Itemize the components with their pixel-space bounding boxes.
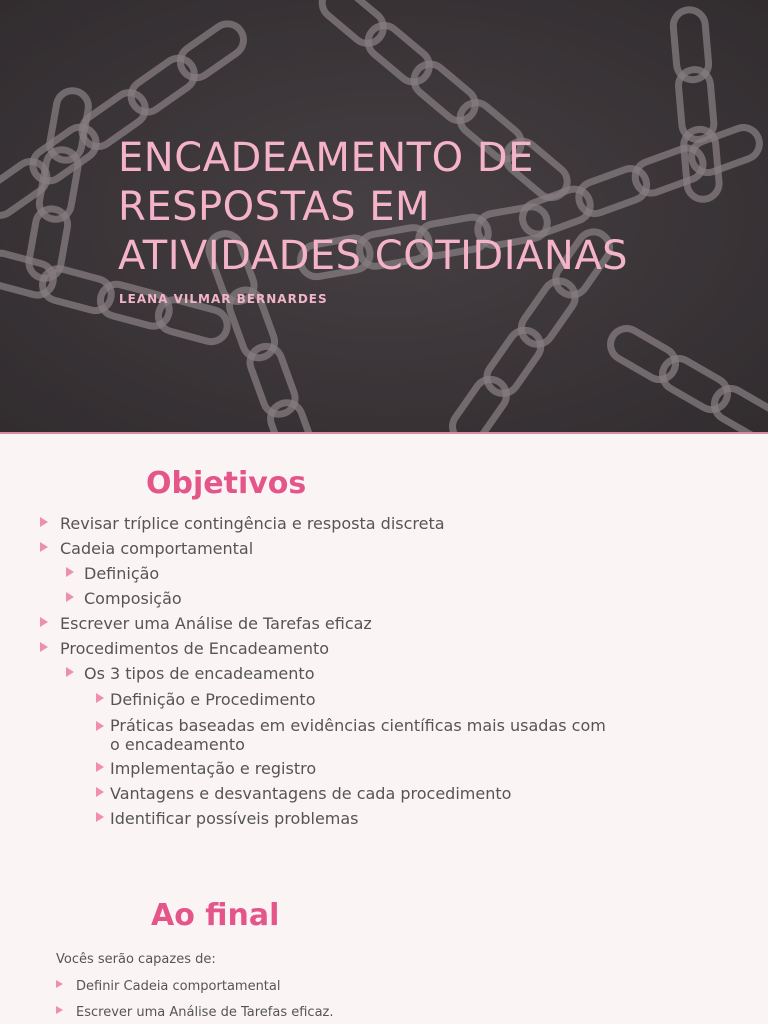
- list-item: Práticas baseadas em evidências científicas mais usadas com o encadeamento: [96, 716, 626, 754]
- triangle-bullet-icon: [66, 592, 74, 602]
- triangle-bullet-icon: [96, 721, 104, 731]
- triangle-bullet-icon: [96, 812, 104, 822]
- list-item: Escrever uma Análise de Tarefas eficaz: [40, 614, 372, 633]
- objetivos-slide: [0, 434, 768, 854]
- triangle-bullet-icon: [40, 517, 48, 527]
- triangle-bullet-icon: [66, 667, 74, 677]
- triangle-bullet-icon: [40, 542, 48, 552]
- triangle-bullet-icon: [56, 980, 63, 988]
- list-item: Implementação e registro: [96, 759, 316, 778]
- triangle-bullet-icon: [40, 642, 48, 652]
- triangle-bullet-icon: [96, 693, 104, 703]
- slide-heading: Ao final: [151, 898, 280, 933]
- title-line: RESPOSTAS EM: [118, 184, 431, 230]
- list-item: Composição: [66, 589, 182, 608]
- title-line: ATIVIDADES COTIDIANAS: [118, 233, 629, 279]
- author-name: LEANA VILMAR BERNARDES: [119, 292, 328, 306]
- list-item: Procedimentos de Encadeamento: [40, 639, 329, 658]
- triangle-bullet-icon: [66, 567, 74, 577]
- title-slide: [0, 0, 768, 432]
- slide-heading: Objetivos: [146, 466, 307, 501]
- title-line: ENCADEAMENTO DE: [118, 135, 534, 181]
- list-item: Os 3 tipos de encadeamento: [66, 664, 314, 683]
- list-item: Definição: [66, 564, 159, 583]
- triangle-bullet-icon: [96, 787, 104, 797]
- list-item: Vantagens e desvantagens de cada procedimento: [96, 784, 511, 803]
- list-item: Identificar possíveis problemas: [96, 809, 359, 828]
- triangle-bullet-icon: [56, 1006, 63, 1014]
- list-item: Escrever uma Análise de Tarefas eficaz.: [56, 1003, 334, 1022]
- triangle-bullet-icon: [96, 762, 104, 772]
- intro-text: Vocês serão capazes de:: [56, 952, 216, 967]
- list-item: Definição e Procedimento: [96, 690, 316, 709]
- presentation-title: [118, 134, 758, 281]
- list-item: Definir Cadeia comportamental: [56, 977, 280, 996]
- list-item: Cadeia comportamental: [40, 539, 253, 558]
- ao-final-slide: [0, 854, 768, 1024]
- triangle-bullet-icon: [40, 617, 48, 627]
- list-item: Revisar tríplice contingência e resposta discreta: [40, 514, 445, 533]
